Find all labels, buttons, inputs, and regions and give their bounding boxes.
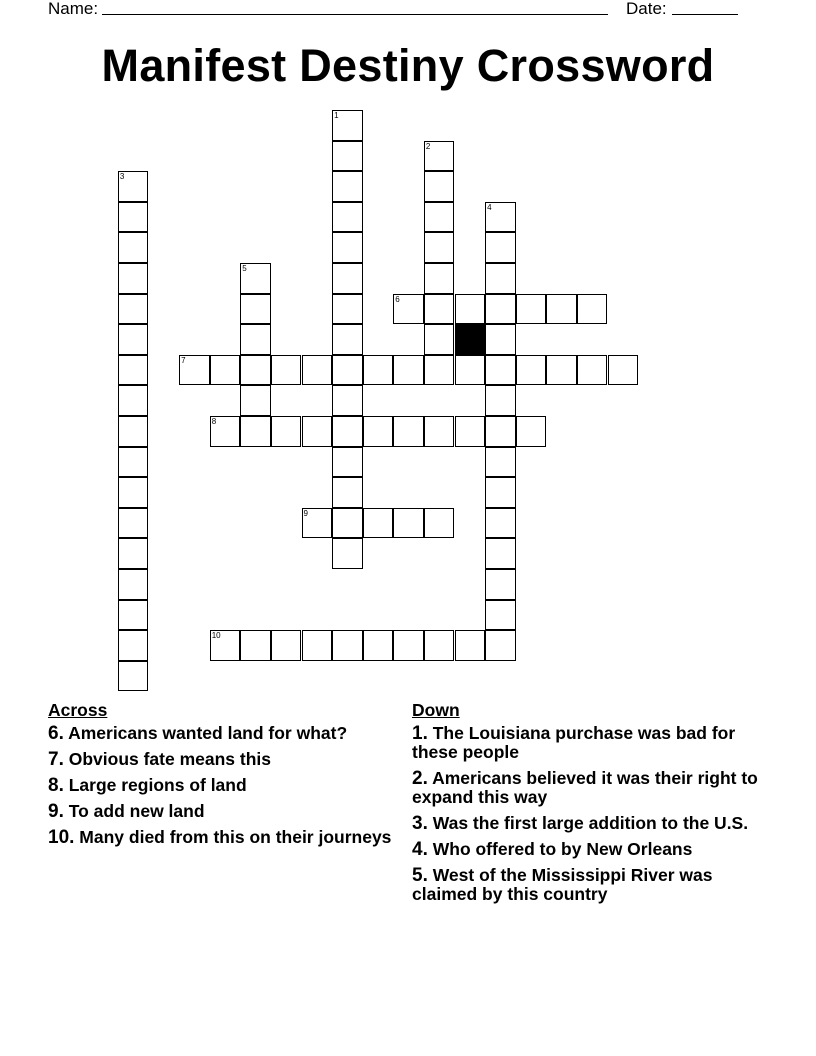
clue-number-label: 2	[425, 141, 431, 151]
grid-cell[interactable]	[332, 385, 363, 416]
grid-cell[interactable]	[363, 416, 394, 447]
grid-cell[interactable]	[240, 416, 271, 447]
grid-cell[interactable]	[577, 355, 608, 386]
clue-text: Was the first large addition to the U.S.	[432, 813, 749, 833]
across-heading: Across	[48, 700, 108, 720]
grid-cell[interactable]	[332, 355, 363, 386]
grid-cell[interactable]	[393, 630, 424, 661]
grid-cell[interactable]	[332, 141, 363, 172]
grid-cell[interactable]	[240, 263, 271, 294]
grid-cell[interactable]	[516, 294, 547, 325]
grid-cell[interactable]	[393, 416, 424, 447]
grid-cell[interactable]	[271, 355, 302, 386]
grid-cell[interactable]	[546, 355, 577, 386]
clue-number: 5.	[412, 865, 428, 886]
grid-cell[interactable]	[485, 447, 516, 478]
grid-cell[interactable]	[485, 202, 516, 233]
clue-across-7	[48, 750, 398, 769]
grid-cell[interactable]	[424, 263, 455, 294]
grid-cell[interactable]	[485, 385, 516, 416]
grid-cell[interactable]	[424, 324, 455, 355]
grid-cell[interactable]	[485, 538, 516, 569]
grid-cell[interactable]	[240, 385, 271, 416]
grid-cell[interactable]	[118, 630, 149, 661]
grid-cell[interactable]	[424, 171, 455, 202]
grid-cell[interactable]	[118, 171, 149, 202]
grid-cell[interactable]	[240, 294, 271, 325]
grid-cell[interactable]	[240, 630, 271, 661]
grid-cell[interactable]	[210, 416, 241, 447]
grid-cell[interactable]	[424, 416, 455, 447]
grid-cell[interactable]	[546, 294, 577, 325]
grid-cell[interactable]	[332, 630, 363, 661]
clue-number: 7.	[48, 749, 64, 770]
clue-text: West of the Mississippi River was claimed by this country	[412, 865, 713, 904]
grid-cell[interactable]	[271, 416, 302, 447]
grid-cell[interactable]	[485, 355, 516, 386]
grid-cell[interactable]	[516, 355, 547, 386]
down-heading: Down	[412, 700, 460, 720]
clue-down-5	[412, 866, 762, 904]
grid-cell[interactable]	[118, 416, 149, 447]
grid-cell[interactable]	[332, 202, 363, 233]
clue-number: 9.	[48, 801, 64, 822]
grid-cell[interactable]	[393, 355, 424, 386]
grid-cell[interactable]	[332, 110, 363, 141]
clue-number-label: 6	[395, 294, 400, 304]
grid-cell[interactable]	[332, 477, 363, 508]
grid-cell[interactable]	[332, 447, 363, 478]
grid-cell[interactable]	[271, 630, 302, 661]
grid-cell[interactable]	[118, 477, 149, 508]
grid-cell[interactable]	[485, 630, 516, 661]
grid-cell[interactable]	[302, 630, 333, 661]
grid-cell[interactable]	[485, 263, 516, 294]
date-label: Date:	[626, 0, 667, 18]
across-clues	[48, 700, 398, 854]
grid-cell[interactable]	[118, 232, 149, 263]
grid-cell[interactable]	[118, 263, 149, 294]
grid-cell[interactable]	[118, 538, 149, 569]
grid-cell[interactable]	[332, 324, 363, 355]
grid-cell[interactable]	[302, 355, 333, 386]
grid-cell[interactable]	[118, 294, 149, 325]
clue-number: 3.	[412, 813, 428, 834]
clue-across-9	[48, 802, 398, 821]
clue-down-2	[412, 769, 762, 807]
grid-cell[interactable]	[302, 416, 333, 447]
grid-cell[interactable]	[455, 355, 486, 386]
clue-text: Large regions of land	[68, 775, 247, 795]
clue-number-label: 7	[181, 355, 186, 365]
grid-cell[interactable]	[485, 232, 516, 263]
grid-cell[interactable]	[485, 600, 516, 631]
grid-cell[interactable]	[118, 355, 149, 386]
grid-cell[interactable]	[179, 355, 210, 386]
grid-cell[interactable]	[118, 569, 149, 600]
clue-across-10	[48, 828, 398, 847]
clue-number-label: 3	[119, 172, 125, 182]
clue-down-3	[412, 814, 762, 833]
grid-cell[interactable]	[393, 508, 424, 539]
grid-cell[interactable]	[210, 355, 241, 386]
grid-cell[interactable]	[393, 294, 424, 325]
clue-number: 8.	[48, 775, 64, 796]
clue-number-label: 1	[334, 111, 339, 120]
clue-across-8	[48, 776, 398, 795]
down-clues	[412, 700, 762, 911]
grid-cell[interactable]	[516, 416, 547, 447]
clue-down-4	[412, 840, 762, 859]
clue-number: 10.	[48, 827, 75, 848]
grid-cell[interactable]	[240, 324, 271, 355]
grid-cell[interactable]	[455, 294, 486, 325]
grid-cell[interactable]	[424, 141, 455, 172]
clue-number-label: 9	[303, 508, 308, 518]
clue-text: Who offered to by New Orleans	[432, 839, 693, 859]
clue-text: To add new land	[68, 801, 205, 821]
clue-text: The Louisiana purchase was bad for these people	[412, 723, 736, 762]
grid-cell[interactable]	[608, 355, 639, 386]
grid-cell[interactable]	[424, 355, 455, 386]
grid-cell[interactable]	[424, 232, 455, 263]
name-label: Name:	[48, 0, 99, 18]
grid-cell[interactable]	[118, 508, 149, 539]
grid-cell[interactable]	[424, 294, 455, 325]
grid-cell[interactable]	[455, 416, 486, 447]
grid-cell[interactable]	[332, 171, 363, 202]
grid-cell[interactable]	[485, 294, 516, 325]
grid-cell[interactable]	[332, 508, 363, 539]
grid-cell[interactable]	[332, 538, 363, 569]
grid-cell[interactable]	[485, 477, 516, 508]
grid-cell[interactable]	[485, 324, 516, 355]
clue-text: Many died from this on their journeys	[79, 827, 392, 847]
clue-number: 4.	[412, 839, 428, 860]
grid-cell[interactable]	[424, 508, 455, 539]
grid-cell[interactable]	[485, 569, 516, 600]
grid-cell[interactable]	[363, 630, 394, 661]
grid-cell[interactable]	[302, 508, 333, 539]
grid-cell[interactable]	[118, 661, 149, 692]
grid-cell[interactable]	[240, 355, 271, 386]
grid-cell[interactable]	[332, 263, 363, 294]
grid-cell[interactable]	[424, 202, 455, 233]
grid-cell[interactable]	[118, 202, 149, 233]
clue-number-label: 8	[211, 417, 217, 426]
grid-cell[interactable]	[210, 630, 241, 661]
clue-number-label: 4	[487, 202, 492, 212]
grid-cell[interactable]	[485, 416, 516, 447]
grid-cell[interactable]	[118, 385, 149, 416]
clue-number: 1.	[412, 723, 428, 744]
grid-cell[interactable]	[363, 508, 394, 539]
clue-number: 6.	[48, 723, 64, 744]
grid-cell[interactable]	[455, 630, 486, 661]
clue-number-label: 10	[211, 631, 221, 641]
clue-text: Obvious fate means this	[68, 749, 272, 769]
grid-cell[interactable]	[332, 416, 363, 447]
page-title: Manifest Destiny Crossword	[101, 40, 715, 91]
clue-across-6	[48, 724, 398, 743]
grid-cell[interactable]	[332, 294, 363, 325]
clue-number: 2.	[412, 768, 428, 789]
grid-cell[interactable]	[118, 600, 149, 631]
grid-cell[interactable]	[118, 324, 149, 355]
grid-cell[interactable]	[332, 232, 363, 263]
clue-down-1	[412, 724, 762, 762]
grid-cell[interactable]	[577, 294, 608, 325]
clue-number-label: 5	[242, 264, 247, 273]
blocked-cell	[455, 324, 486, 355]
grid-cell[interactable]	[363, 355, 394, 386]
clue-text: Americans believed it was their right to expand this way	[412, 768, 758, 807]
clue-text: Americans wanted land for what?	[68, 723, 348, 743]
grid-cell[interactable]	[485, 508, 516, 539]
grid-cell[interactable]	[118, 447, 149, 478]
grid-cell[interactable]	[424, 630, 455, 661]
